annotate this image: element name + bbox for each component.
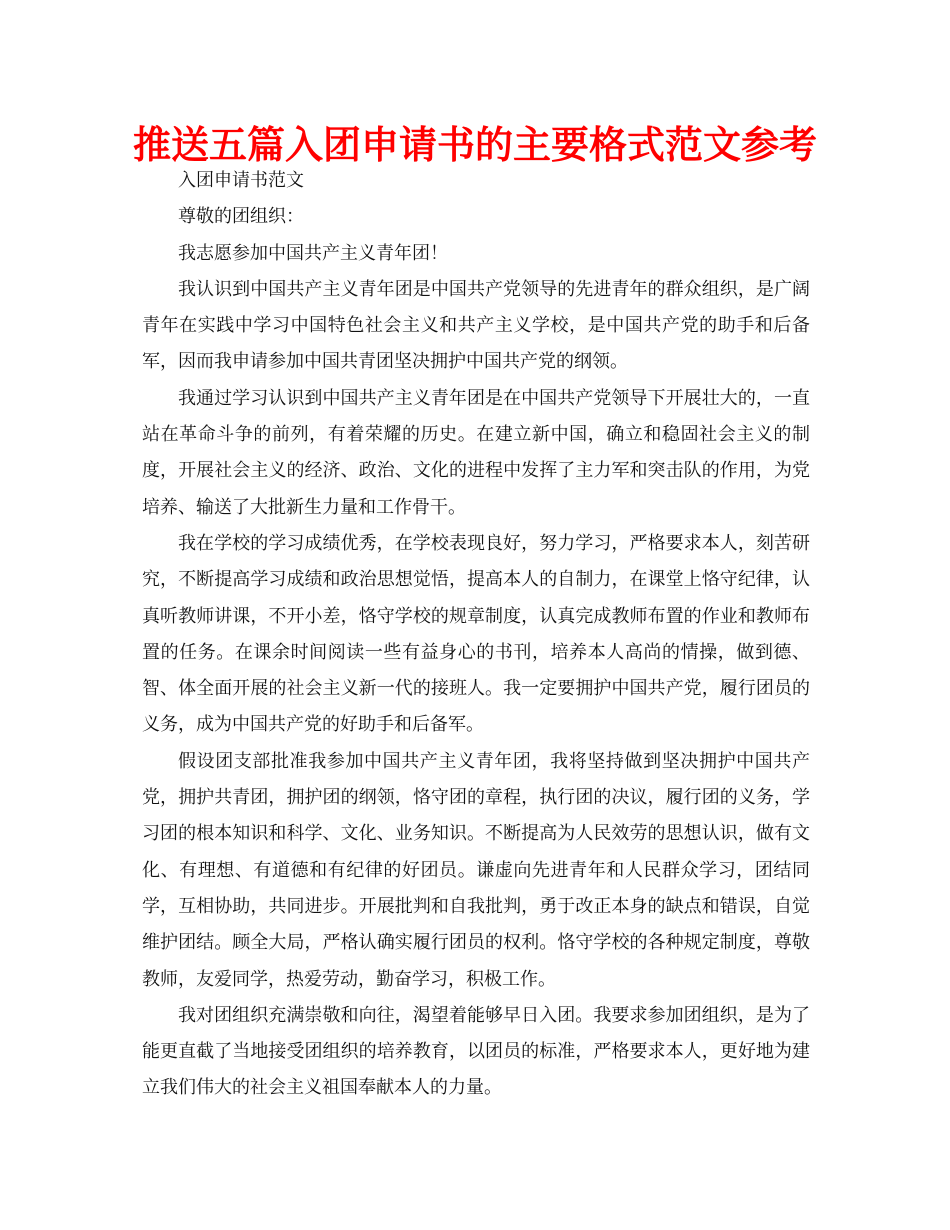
paragraph: 我认识到中国共产主义青年团是中国共产党领导的先进青年的群众组织，是广阔青年在实践中学习中国特色社会主义和共产主义学校，是中国共产党的助手和后备军，因而我申请参加中国共青团坚决拥护中国共产党的纲领。 <box>142 278 810 373</box>
paragraph: 我对团组织充满崇敬和向往，渴望着能够早日入团。我要求参加团组织，是为了能更直截了当地接受团组织的培养教育，以团员的标准，严格要求本人，更好地为建立我们伟大的社会主义祖国奉献本人的力量。 <box>142 1004 810 1099</box>
paragraph-heading: 入团申请书范文 <box>178 170 304 191</box>
paragraph: 我通过学习认识到中国共产主义青年团是在中国共产党领导下开展壮大的，一直站在革命斗争的前列，有着荣耀的历史。在建立新中国，确立和稳固社会主义的制度，开展社会主义的经济、政治、文化的进程中发挥了主力军和突击队的作用，为党培养、输送了大批新生力量和工作骨干。 <box>142 387 810 518</box>
paragraph: 假设团支部批准我参加中国共产主义青年团，我将坚持做到坚决拥护中国共产党，拥护共青团，拥护团的纲领，恪守团的章程，执行团的决议，履行团的义务，学习团的根本知识和科学、文化、业务知识。不断提高为人民效劳的思想认识，做有文化、有理想、有道德和有纪律的好团员。谦虚向先进青年和人民群众学习，团结同学，互相协助，共同进步。开展批判和自我批判，勇于改正本身的缺点和错误，自觉维护团结。顾全大局，严格认确实履行团员的权利。恪守学校的各种规定制度，尊敬教师，友爱同学，热爱劳动，勤奋学习，积极工作。 <box>142 750 810 990</box>
document-title: 推送五篇入团申请书的主要格式范文参考 <box>132 123 817 167</box>
paragraph: 我在学校的学习成绩优秀，在学校表现良好，努力学习，严格要求本人，刻苦研究，不断提高学习成绩和政治思想觉悟，提高本人的自制力，在课堂上恪守纪律，认真听教师讲课，不开小差，恪守学校的规章制度，认真完成教师布置的作业和教师布置的任务。在课余时间阅读一些有益身心的书刊，培养本人高尚的情操，做到德、智、体全面开展的社会主义新一代的接班人。我一定要拥护中国共产党，履行团员的义务，成为中国共产党的好助手和后备军。 <box>142 532 810 736</box>
paragraph-salutation: 尊敬的团组织： <box>178 206 304 228</box>
document-body <box>142 163 810 1107</box>
paragraph: 我志愿参加中国共产主义青年团！ <box>178 242 448 264</box>
